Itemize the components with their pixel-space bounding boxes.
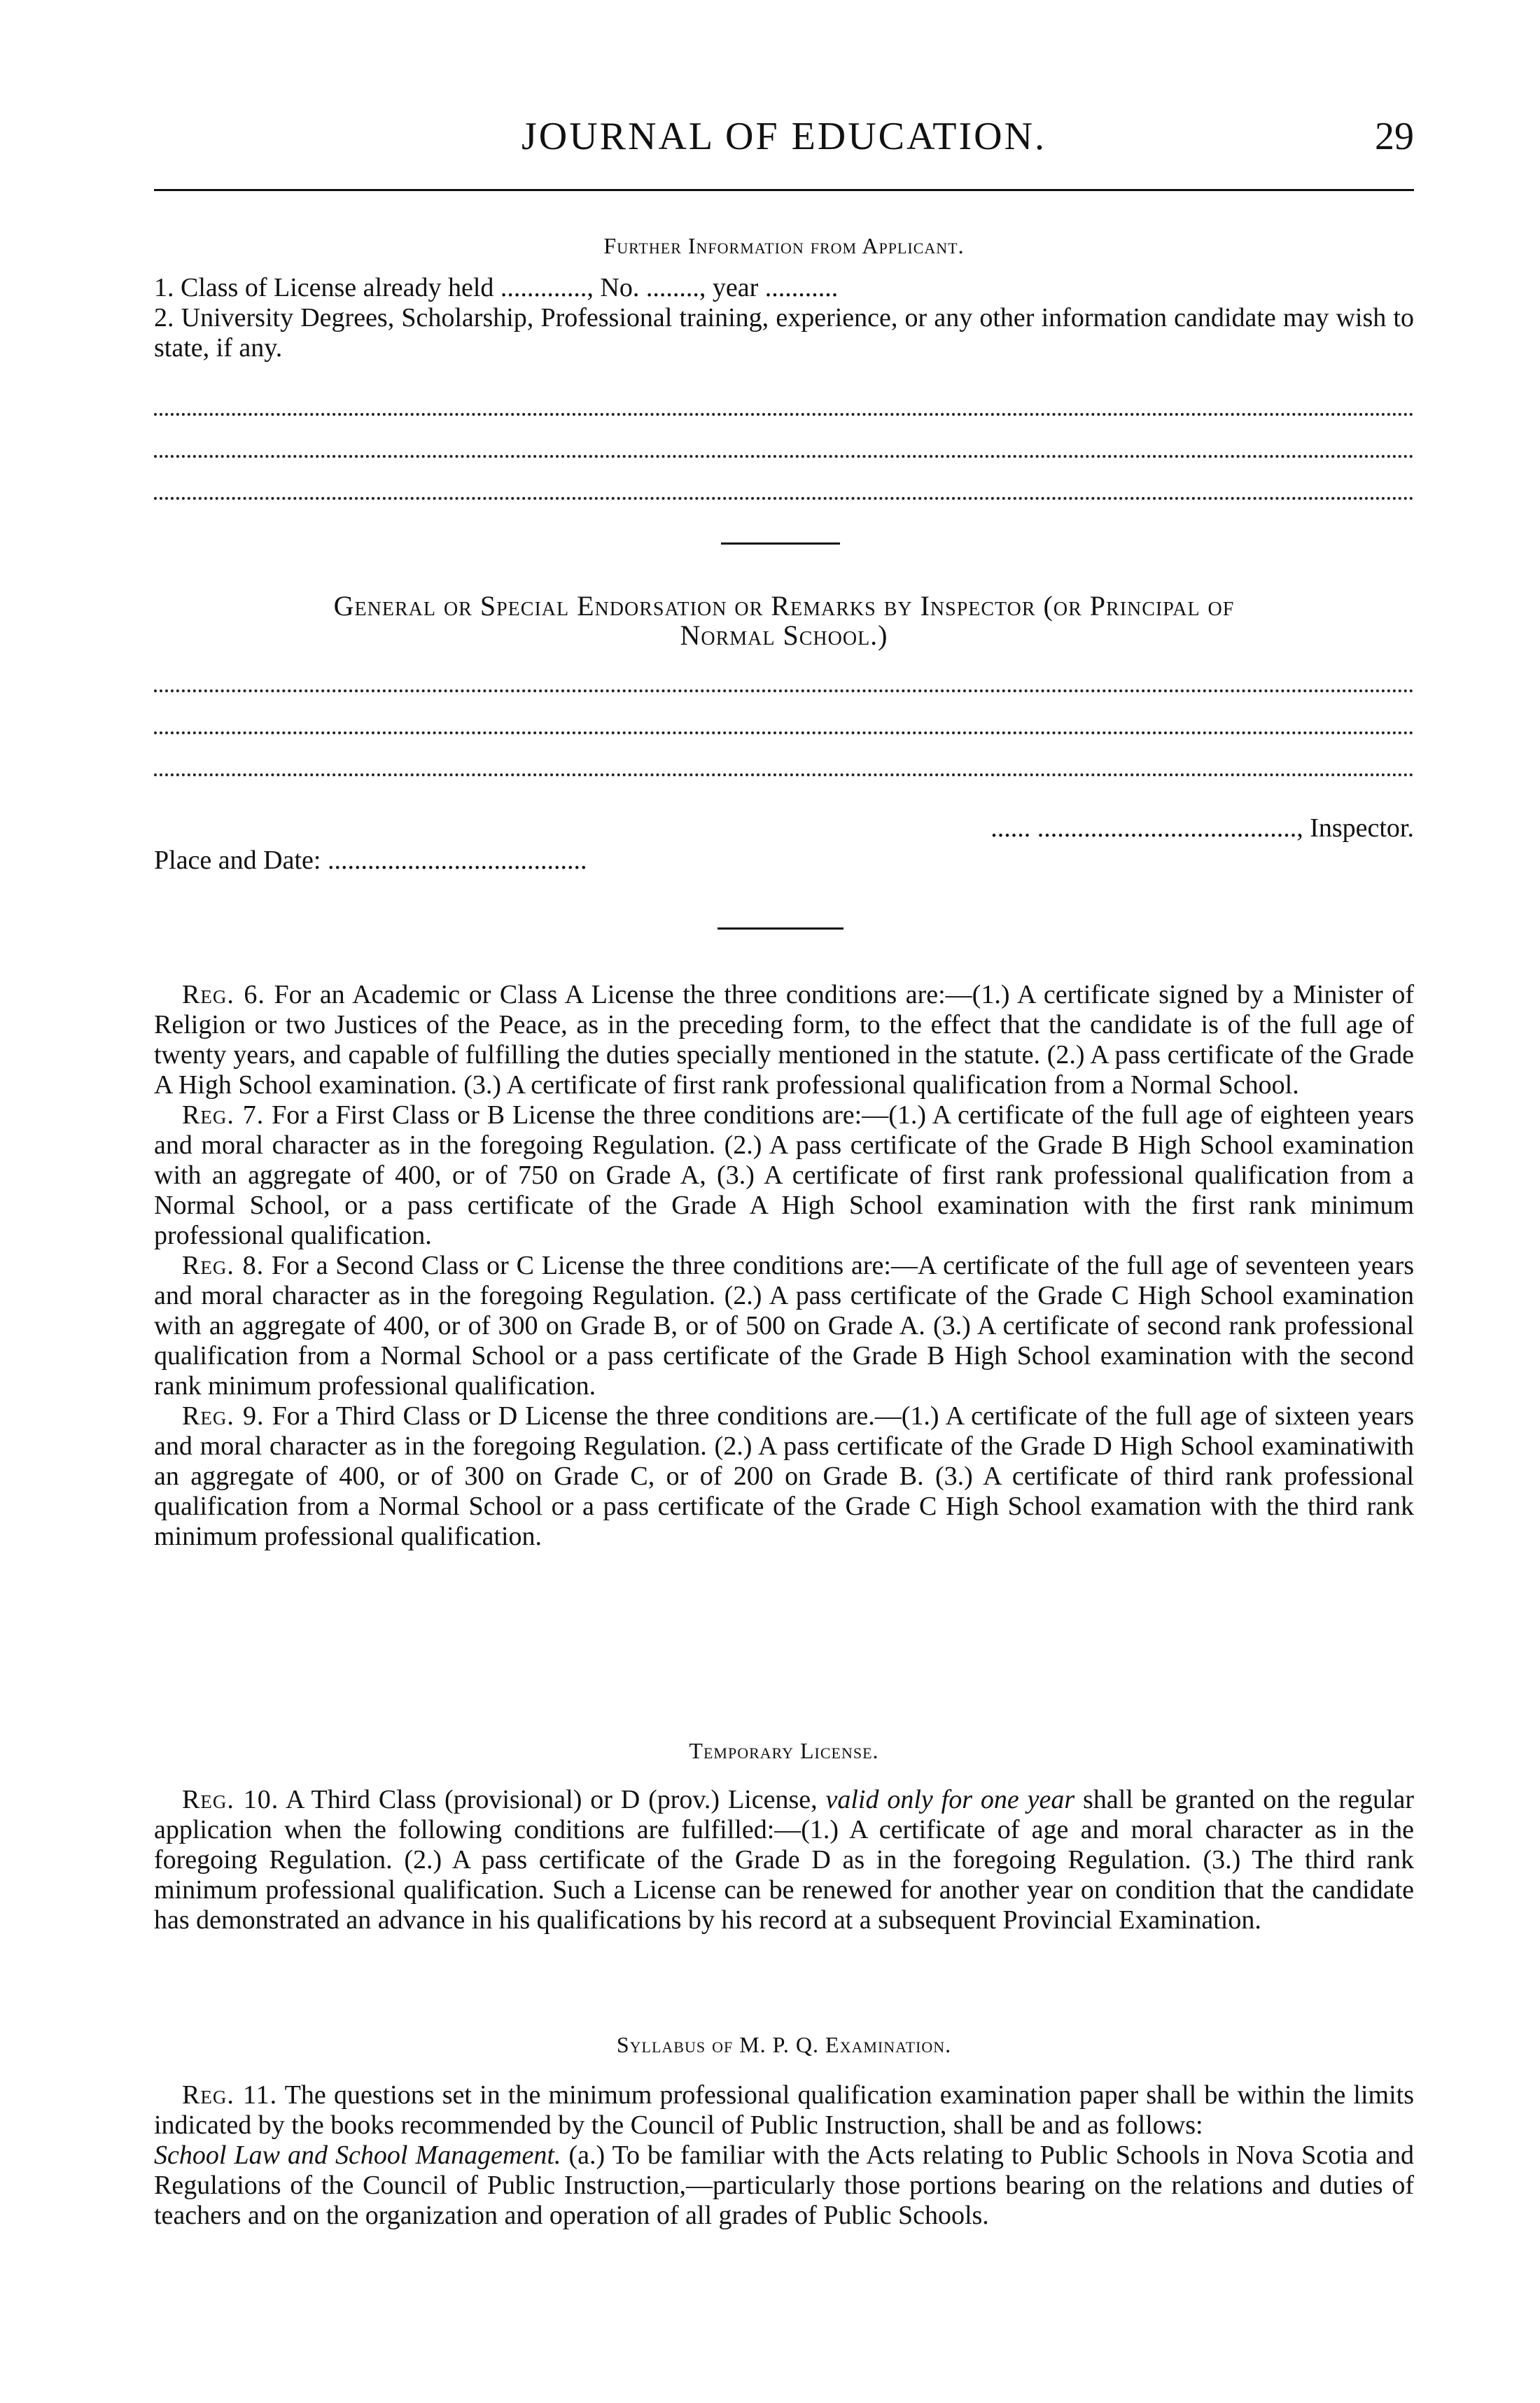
regulation-7 (154, 1100, 1414, 1251)
school-law-text: (a.) To be familiar with the Acts relating to Public Schools in Nova Scotia and Regulations of the Council of Public Instruction,—particularly those portions bearing on the relations and duties of teachers and on the organization and operation of all grades of Public Schools. (154, 2141, 1415, 2230)
reg-8-text: For a Second Class or C License the three conditions are:—A certificate of the full age of seventeen years and moral character as in the foregoing Regulation. (2.) A pass certificate of the Grade C High School examination with an aggregate of 400, or of 300 on Grade B, or of 500 on Grade A. (3.) A certificate of second rank professional qualification from a Normal School or a pass certificate of the Grade B High School examination with the second rank minimum professional qualification. (154, 1251, 1414, 1401)
regulation-8 (154, 1251, 1414, 1401)
endorsement-heading-line-1: General or Special Endorsation or Remarks by Inspector (or Principal of (333, 590, 1235, 622)
regulation-11 (154, 2080, 1414, 2231)
reg-11-label: Reg. 11. (182, 2080, 278, 2110)
page-number: 29 (1375, 115, 1414, 158)
further-info-item-1: 1. Class of License already held ............., No. ........, year ........... (154, 273, 839, 302)
regulation-10 (154, 1785, 1414, 1935)
endorsement-heading-line-2: Normal School.) (680, 619, 888, 651)
syllabus-heading: Syllabus of M. P. Q. Examination. (616, 2032, 952, 2057)
reg-10-label: Reg. 10. (182, 1785, 279, 1814)
reg-7-label: Reg. 7. (182, 1100, 265, 1130)
further-info-item-2: 2. University Degrees, Scholarship, Professional training, experience, or any other information candidate may wish to state, if any. (154, 303, 1414, 363)
reg-6-label: Reg. 6. (182, 980, 265, 1009)
regulation-6 (154, 980, 1414, 1100)
endorsement-section (154, 591, 1414, 650)
school-law-paragraph (154, 2141, 1414, 2231)
journal-title: JOURNAL OF EDUCATION. (521, 115, 1047, 158)
reg-9-text: For a Third Class or D License the three conditions are.—(1.) A certificate of the full age of sixteen years and moral character as in the foregoing Regulation. (2.) A pass certificate of the Grade D High School examinatiwith an aggregate of 400, or of 300 on Grade C, or of 200 on Grade B. (3.) A certificate of third rank professional qualification from a Normal School or a pass certificate of the Grade C High School examation with the third rank minimum professional qualification. (154, 1401, 1415, 1551)
regulation-10-paragraph (154, 1785, 1414, 1935)
blank-line (154, 689, 1414, 692)
reg-9-label: Reg. 9. (182, 1401, 265, 1431)
temporary-license-section (154, 1736, 1414, 1935)
running-head (154, 108, 1414, 164)
school-law-title: School Law and School Management. (154, 2141, 561, 2170)
reg-11-text: The questions set in the minimum professional qualification examination paper shall be within the limits indicated by the books recommended by the Council of Public Instruction, shall be and as follows: (154, 2080, 1414, 2140)
further-info-heading: Further Information from Applicant. (603, 233, 965, 258)
regulation-9 (154, 1401, 1414, 1552)
reg-7-text: For a First Class or B License the three conditions are:—(1.) A certificate of the full age of eighteen years and moral character as in the foregoing Regulation. (2.) A pass certificate of the Grade B High School examination with an aggregate of 400, or of 750 on Grade A, (3.) A certificate of first rank professional qualification from a Normal School, or a pass certificate of the Grade A High School examination with the first rank minimum professional qualification. (154, 1100, 1415, 1250)
blank-line (154, 497, 1414, 500)
reg-10-italic: valid only for one year (825, 1785, 1075, 1814)
endorsement-blank-lines (154, 689, 1414, 776)
regulations-section (154, 980, 1414, 1552)
reg-10-text-post: shall be granted on the regular application when the following conditions are fulfilled:—(1.) A certificate of age and moral character as in the foregoing Regulation. (2.) A pass certificate of the Grade D as in the foregoing Regulation. (3.) The third rank minimum professional qualification. Such a License can be renewed for another year on condition that the candidate has demonstrated an advance in his qualifications by his record at a subsequent Provincial Examination. (154, 1785, 1415, 1935)
section-divider (718, 927, 844, 930)
further-info-section (154, 231, 1414, 363)
blank-line (154, 455, 1414, 458)
header-rule (154, 189, 1414, 191)
reg-10-text-pre: A Third Class (provisional) or D (prov.) License, (286, 1785, 818, 1814)
blank-line (154, 413, 1414, 416)
syllabus-section (154, 2030, 1414, 2231)
inspector-signature-line (154, 813, 1414, 843)
reg-8-label: Reg. 8. (182, 1251, 265, 1280)
temporary-license-heading: Temporary License. (689, 1738, 879, 1763)
place-and-date (154, 846, 1414, 876)
applicant-blank-lines (154, 413, 1414, 500)
reg-6-text: For an Academic or Class A License the three conditions are:—(1.) A certificate signed by a Minister of Religion or two Justices of the Peace, as in the preceding form, to the effect that the candidate is of the full age of twenty years, and capable of fulfilling the duties specially mentioned in the statute. (2.) A pass certificate of the Grade A High School examination. (3.) A certificate of first rank professional qualification from a Normal School. (154, 980, 1415, 1100)
place-and-date-line: Place and Date: ....................................... (154, 846, 587, 875)
blank-line (154, 773, 1414, 776)
further-info-items (154, 273, 1414, 363)
inspector-signature: ...... ......................................., Inspector. (990, 813, 1414, 843)
blank-line (154, 731, 1414, 734)
section-divider (721, 542, 840, 545)
regulation-11-paragraph (154, 2080, 1414, 2141)
